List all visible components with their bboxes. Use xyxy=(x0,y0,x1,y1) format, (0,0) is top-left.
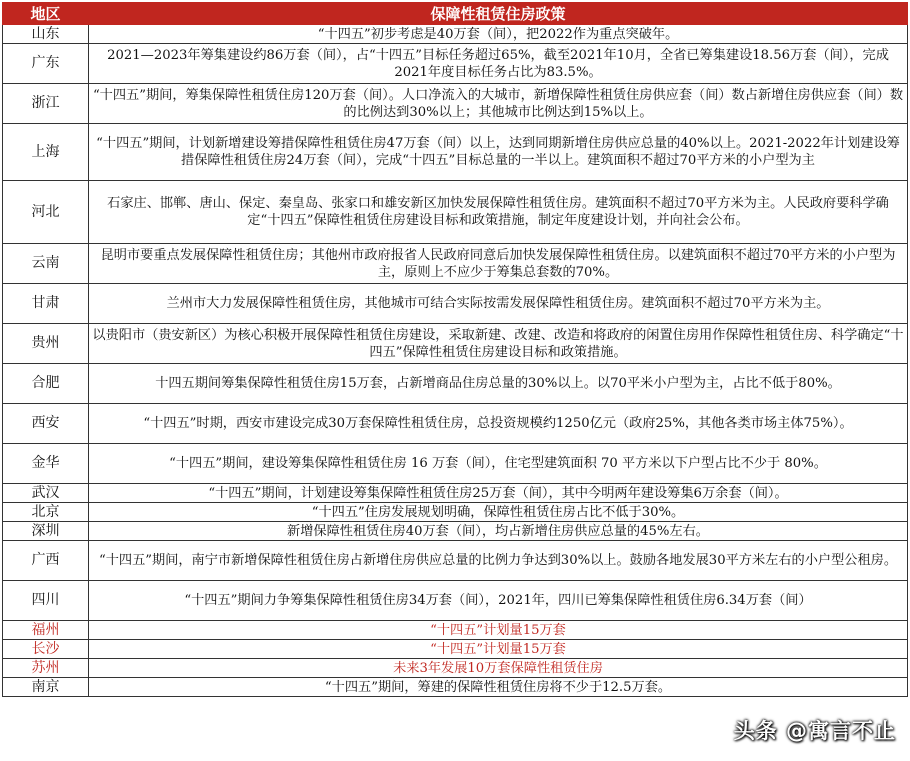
region-cell: 合肥 xyxy=(3,364,89,404)
region-cell: 金华 xyxy=(3,444,89,484)
table-row xyxy=(3,364,908,404)
policy-cell: “十四五”期间力争筹集保障性租赁住房34万套（间），2021年，四川已筹集保障性租赁住房6.34万套（间） xyxy=(89,581,908,621)
region-cell: 广西 xyxy=(3,541,89,581)
table-row xyxy=(3,124,908,181)
policy-cell: “十四五”期间，筹集保障性租赁住房120万套（间）。人口净流入的大城市，新增保障性租赁住房供应套（间）数占新增住房供应套（间）数的比例达到30%以上；其他城市比例达到15%以上。 xyxy=(89,84,908,124)
table-row xyxy=(3,244,908,284)
table-row xyxy=(3,484,908,503)
table-row xyxy=(3,541,908,581)
region-cell: 浙江 xyxy=(3,84,89,124)
table-row xyxy=(3,640,908,659)
policy-cell: 昆明市要重点发展保障性租赁住房；其他州市政府报省人民政府同意后加快发展保障性租赁住房。以建筑面积不超过70平方米的小户型为主，原则上不应少于筹集总套数的70%。 xyxy=(89,244,908,284)
region-cell: 南京 xyxy=(3,678,89,697)
policy-cell: “十四五”初步考虑是40万套（间），把2022作为重点突破年。 xyxy=(89,25,908,44)
policy-cell: 以贵阳市（贵安新区）为核心积极开展保障性租赁住房建设，采取新建、改建、改造和将政府的闲置住房用作保障性租赁住房、科学确定“十四五”保障性租赁住房建设目标和政策措施。 xyxy=(89,324,908,364)
policy-cell: “十四五”计划量15万套 xyxy=(89,621,908,640)
region-cell: 深圳 xyxy=(3,522,89,541)
table-header-row xyxy=(3,3,908,25)
policy-table xyxy=(2,2,908,697)
table-row xyxy=(3,324,908,364)
region-cell: 广东 xyxy=(3,44,89,84)
region-cell: 福州 xyxy=(3,621,89,640)
region-cell: 山东 xyxy=(3,25,89,44)
table-row xyxy=(3,522,908,541)
table-row xyxy=(3,284,908,324)
table-row xyxy=(3,678,908,697)
table-row xyxy=(3,44,908,84)
table-row xyxy=(3,404,908,444)
policy-cell: 2021—2023年筹集建设约86万套（间），占“十四五”目标任务超过65%，截至2021年10月，全省已筹集建设18.56万套（间），完成2021年度目标任务占比为83.5%。 xyxy=(89,44,908,84)
watermark: 头条 @寓言不止 xyxy=(733,719,896,743)
policy-cell: “十四五”期间，建设筹集保障性租赁住房 16 万套（间），住宅型建筑面积 70 平方米以下户型占比不少于 80%。 xyxy=(89,444,908,484)
table-row xyxy=(3,444,908,484)
region-cell: 贵州 xyxy=(3,324,89,364)
header-region: 地区 xyxy=(3,3,89,25)
header-policy: 保障性租赁住房政策 xyxy=(89,3,908,25)
policy-cell: “十四五”期间，筹建的保障性租赁住房将不少于12.5万套。 xyxy=(89,678,908,697)
region-cell: 河北 xyxy=(3,181,89,244)
region-cell: 上海 xyxy=(3,124,89,181)
region-cell: 甘肃 xyxy=(3,284,89,324)
policy-cell: “十四五”期间，计划新增建设筹措保障性租赁住房47万套（间）以上，达到同期新增住房供应总量的40%以上。2021-2022年计划建设筹措保障性租赁住房24万套（间），完成“十四五”目标总量的一半以上。建筑面积不超过70平方米的小户型为主 xyxy=(89,124,908,181)
policy-cell: 未来3年发展10万套保障性租赁住房 xyxy=(89,659,908,678)
policy-cell: “十四五”期间，计划建设筹集保障性租赁住房25万套（间），其中今明两年建设筹集6万余套（间）。 xyxy=(89,484,908,503)
table-row xyxy=(3,181,908,244)
region-cell: 西安 xyxy=(3,404,89,444)
table-row xyxy=(3,503,908,522)
region-cell: 云南 xyxy=(3,244,89,284)
region-cell: 长沙 xyxy=(3,640,89,659)
policy-cell: “十四五”期间，南宁市新增保障性租赁住房占新增住房供应总量的比例力争达到30%以上。鼓励各地发展30平方米左右的小户型公租房。 xyxy=(89,541,908,581)
policy-cell: 兰州市大力发展保障性租赁住房，其他城市可结合实际按需发展保障性租赁住房。建筑面积不超过70平方米为主。 xyxy=(89,284,908,324)
table-row xyxy=(3,84,908,124)
region-cell: 苏州 xyxy=(3,659,89,678)
table-row xyxy=(3,25,908,44)
region-cell: 武汉 xyxy=(3,484,89,503)
policy-cell: 新增保障性租赁住房40万套（间），均占新增住房供应总量的45%左右。 xyxy=(89,522,908,541)
policy-cell: “十四五”住房发展规划明确，保障性租赁住房占比不低于30%。 xyxy=(89,503,908,522)
region-cell: 北京 xyxy=(3,503,89,522)
region-cell: 四川 xyxy=(3,581,89,621)
policy-cell: “十四五”计划量15万套 xyxy=(89,640,908,659)
table-row xyxy=(3,581,908,621)
policy-cell: 石家庄、邯郸、唐山、保定、秦皇岛、张家口和雄安新区加快发展保障性租赁住房。建筑面积不超过70平方米为主。人民政府要科学确定“十四五”保障性租赁住房建设目标和政策措施，制定年度建设计划，并向社会公布。 xyxy=(89,181,908,244)
table-row xyxy=(3,659,908,678)
table-row xyxy=(3,621,908,640)
policy-cell: 十四五期间筹集保障性租赁住房15万套，占新增商品住房总量的30%以上。以70平米小户型为主，占比不低于80%。 xyxy=(89,364,908,404)
policy-cell: “十四五”时期，西安市建设完成30万套保障性租赁住房，总投资规模约1250亿元（政府25%，其他各类市场主体75%）。 xyxy=(89,404,908,444)
